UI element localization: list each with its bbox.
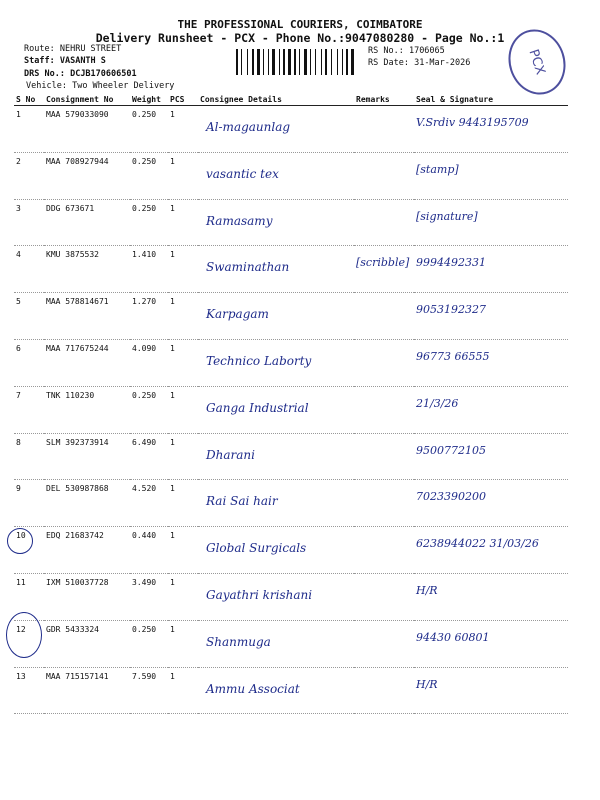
cell-consignment: TNK 110230 <box>44 386 130 433</box>
table-row <box>14 620 568 667</box>
cell-sno: 13 <box>14 667 44 714</box>
barcode-bar <box>312 49 314 75</box>
table-row <box>14 386 568 433</box>
barcode-bar <box>344 49 345 75</box>
col-pcs: PCS <box>168 93 198 106</box>
cell-weight: 7.590 <box>130 667 168 714</box>
handwritten-consignee: Ramasamy <box>206 213 273 228</box>
barcode-bar <box>276 49 278 75</box>
cell-pcs: 1 <box>168 293 198 340</box>
cell-pcs: 1 <box>168 386 198 433</box>
barcode-bar <box>281 49 282 75</box>
cell-pcs: 1 <box>168 433 198 480</box>
barcode-bar <box>294 49 296 75</box>
rs-no-line: RS No.: 1706065 <box>368 46 445 56</box>
cell-pcs: 1 <box>168 620 198 667</box>
barcode-bar <box>342 49 343 75</box>
barcode-bar <box>333 49 336 75</box>
cell-pcs: 1 <box>168 480 198 527</box>
handwritten-signature: V.Srdiv 9443195709 <box>416 116 529 129</box>
cell-weight: 6.490 <box>130 433 168 480</box>
table-row <box>14 573 568 620</box>
handwritten-consignee: Shanmuga <box>206 634 271 649</box>
barcode-bar <box>283 49 285 75</box>
handwritten-consignee: Rai Sai hair <box>206 494 278 509</box>
barcode-bar <box>355 49 356 75</box>
cell-consignment: EDQ 21683742 <box>44 527 130 574</box>
handwritten-signature: 96773 66555 <box>416 349 490 363</box>
cell-consignment: KMU 3875532 <box>44 246 130 293</box>
handwritten-consignee: Dharani <box>206 447 255 462</box>
cell-pcs: 1 <box>168 667 198 714</box>
company-title: THE PROFESSIONAL COURIERS, COIMBATORE <box>177 18 423 31</box>
table-row <box>14 246 568 293</box>
cell-weight: 0.250 <box>130 386 168 433</box>
cell-sno: 8 <box>14 433 44 480</box>
cell-sno: 5 <box>14 293 44 340</box>
handwritten-signature: 9500772105 <box>416 443 486 457</box>
col-weight: Weight <box>130 93 168 106</box>
cell-pcs: 1 <box>168 527 198 574</box>
rs-date-value: 31-Mar-2026 <box>414 58 471 68</box>
barcode-bar <box>265 49 267 75</box>
cell-consignment: MAA 715157141 <box>44 667 130 714</box>
barcode-bar <box>261 49 262 75</box>
drs-value: DCJB170606501 <box>70 69 137 79</box>
handwritten-consignee: Karpagam <box>206 307 269 322</box>
barcode-bar <box>286 49 287 75</box>
cell-weight: 0.440 <box>130 527 168 574</box>
barcode-bar <box>243 49 246 75</box>
cell-weight: 1.270 <box>130 293 168 340</box>
barcode-bar <box>292 49 293 75</box>
barcode-bar <box>297 49 298 75</box>
col-consignee: Consignee Details <box>198 93 354 106</box>
drs-line: DRS No.: DCJB170606501 <box>24 69 137 79</box>
cell-consignment: MAA 579033090 <box>44 106 130 153</box>
table-row <box>14 106 568 153</box>
cell-weight: 4.090 <box>130 339 168 386</box>
barcode-bar <box>299 49 300 75</box>
runsheet-title: Delivery Runsheet - PCX - Phone No.:9047080280 - Page No.:1 <box>95 31 505 45</box>
rs-date-line: RS Date: 31-Mar-2026 <box>368 58 471 68</box>
cell-pcs: 1 <box>168 573 198 620</box>
cell-pcs: 1 <box>168 106 198 153</box>
handwritten-consignee: Al-magaunlag <box>206 120 291 134</box>
vehicle-line: Vehicle: Two Wheeler Delivery <box>26 81 175 91</box>
cell-consignment: DEL 530987868 <box>44 480 130 527</box>
col-remarks: Remarks <box>354 93 414 106</box>
cell-sno: 4 <box>14 246 44 293</box>
barcode-bar <box>270 49 271 75</box>
barcode-bar <box>263 49 264 75</box>
handwritten-signature: H/R <box>416 583 438 597</box>
cell-pcs: 1 <box>168 246 198 293</box>
barcode-bar <box>239 49 240 75</box>
handwritten-consignee: Global Surgicals <box>206 541 307 556</box>
handwritten-signature: 21/3/26 <box>416 396 459 410</box>
cell-consignment: DDG 673671 <box>44 199 130 246</box>
handwritten-consignee: Gayathri krishani <box>206 587 313 602</box>
circle-mark-row-11 <box>7 528 33 554</box>
table-row <box>14 433 568 480</box>
staff-line: Staff: VASANTH S <box>24 56 106 66</box>
barcode-bar <box>317 49 320 75</box>
cell-consignment: SLM 392373914 <box>44 433 130 480</box>
handwritten-consignee: Technico Laborty <box>206 353 312 368</box>
handwritten-consignee: Ammu Associat <box>206 681 300 696</box>
handwritten-consignee: Ganga Industrial <box>206 400 309 415</box>
barcode-bar <box>272 49 275 75</box>
cell-consignment: IXM 510037728 <box>44 573 130 620</box>
cell-sno: 1 <box>14 106 44 153</box>
col-sno: S No <box>14 93 44 106</box>
cell-sno: 2 <box>14 152 44 199</box>
table-row <box>14 527 568 574</box>
cell-sno: 9 <box>14 480 44 527</box>
handwritten-signature: 7023390200 <box>416 490 486 504</box>
rs-no-value: 1706065 <box>408 46 445 56</box>
cell-pcs: 1 <box>168 339 198 386</box>
cell-weight: 1.410 <box>130 246 168 293</box>
col-seal-signature: Seal & Signature <box>414 93 568 106</box>
cell-consignment: MAA 717675244 <box>44 339 130 386</box>
cell-weight: 3.490 <box>130 573 168 620</box>
cell-sno: 11 <box>14 573 44 620</box>
cell-sno: 7 <box>14 386 44 433</box>
cell-sno: 6 <box>14 339 44 386</box>
barcode-bar <box>304 49 307 75</box>
barcode-bar <box>257 49 260 75</box>
cell-consignment: MAA 578814671 <box>44 293 130 340</box>
staff-value: VASANTH S <box>59 56 106 66</box>
barcode-bar <box>301 49 303 75</box>
barcode-bar <box>252 49 254 75</box>
handwritten-remarks: [scribble] <box>356 256 410 270</box>
barcode-bar <box>268 49 269 75</box>
cell-sno: 12 <box>14 620 44 667</box>
barcode <box>236 49 362 75</box>
barcode-bar <box>241 49 242 75</box>
circle-mark-row-13 <box>6 612 42 658</box>
cell-pcs: 1 <box>168 152 198 199</box>
barcode-bar <box>310 49 311 75</box>
barcode-bar <box>249 49 251 75</box>
barcode-bar <box>279 49 280 75</box>
barcode-bar <box>255 49 256 75</box>
cell-pcs: 1 <box>168 199 198 246</box>
barcode-bar <box>337 49 338 75</box>
route-line: Route: NEHRU STREET <box>24 44 122 54</box>
table-row <box>14 339 568 386</box>
table-header-row <box>14 93 568 106</box>
table-row <box>14 480 568 527</box>
barcode-bar <box>346 49 348 75</box>
cell-weight: 0.250 <box>130 199 168 246</box>
barcode-bar <box>315 49 316 75</box>
cell-weight: 4.520 <box>130 480 168 527</box>
route-value: NEHRU STREET <box>59 44 122 54</box>
table-row <box>14 293 568 340</box>
barcode-bar <box>339 49 341 75</box>
table-row <box>14 199 568 246</box>
barcode-bar <box>349 49 350 75</box>
barcode-bar <box>328 49 330 75</box>
cell-consignment: GDR 5433324 <box>44 620 130 667</box>
barcode-bar <box>321 49 322 75</box>
handwritten-signature: 9994492331 <box>416 256 486 270</box>
vehicle-value: Two Wheeler Delivery <box>72 81 175 91</box>
cell-weight: 0.250 <box>130 620 168 667</box>
handwritten-signature: 6238944022 31/03/26 <box>416 537 539 551</box>
pcx-stamp: PCX <box>500 22 574 102</box>
handwritten-signature: H/R <box>416 677 438 691</box>
cell-weight: 0.250 <box>130 106 168 153</box>
handwritten-signature: [signature] <box>416 209 478 223</box>
barcode-bar <box>308 49 309 75</box>
cell-sno: 3 <box>14 199 44 246</box>
table-row <box>14 667 568 714</box>
barcode-bar <box>288 49 291 75</box>
handwritten-signature: [stamp] <box>416 162 459 176</box>
handwritten-consignee: vasantic tex <box>206 166 279 181</box>
barcode-bar <box>236 49 238 75</box>
runsheet-table <box>14 93 568 714</box>
cell-sno: 10 <box>14 527 44 574</box>
handwritten-signature: 9053192327 <box>416 303 486 317</box>
barcode-bar <box>325 49 327 75</box>
col-consignment: Consignment No <box>44 93 130 106</box>
cell-weight: 0.250 <box>130 152 168 199</box>
barcode-bar <box>323 49 324 75</box>
handwritten-consignee: Swaminathan <box>206 260 290 275</box>
handwritten-signature: 94430 60801 <box>416 630 490 644</box>
barcode-bar <box>331 49 332 75</box>
cell-consignment: MAA 708927944 <box>44 152 130 199</box>
barcode-bar <box>351 49 354 75</box>
table-row <box>14 152 568 199</box>
barcode-bar <box>247 49 248 75</box>
